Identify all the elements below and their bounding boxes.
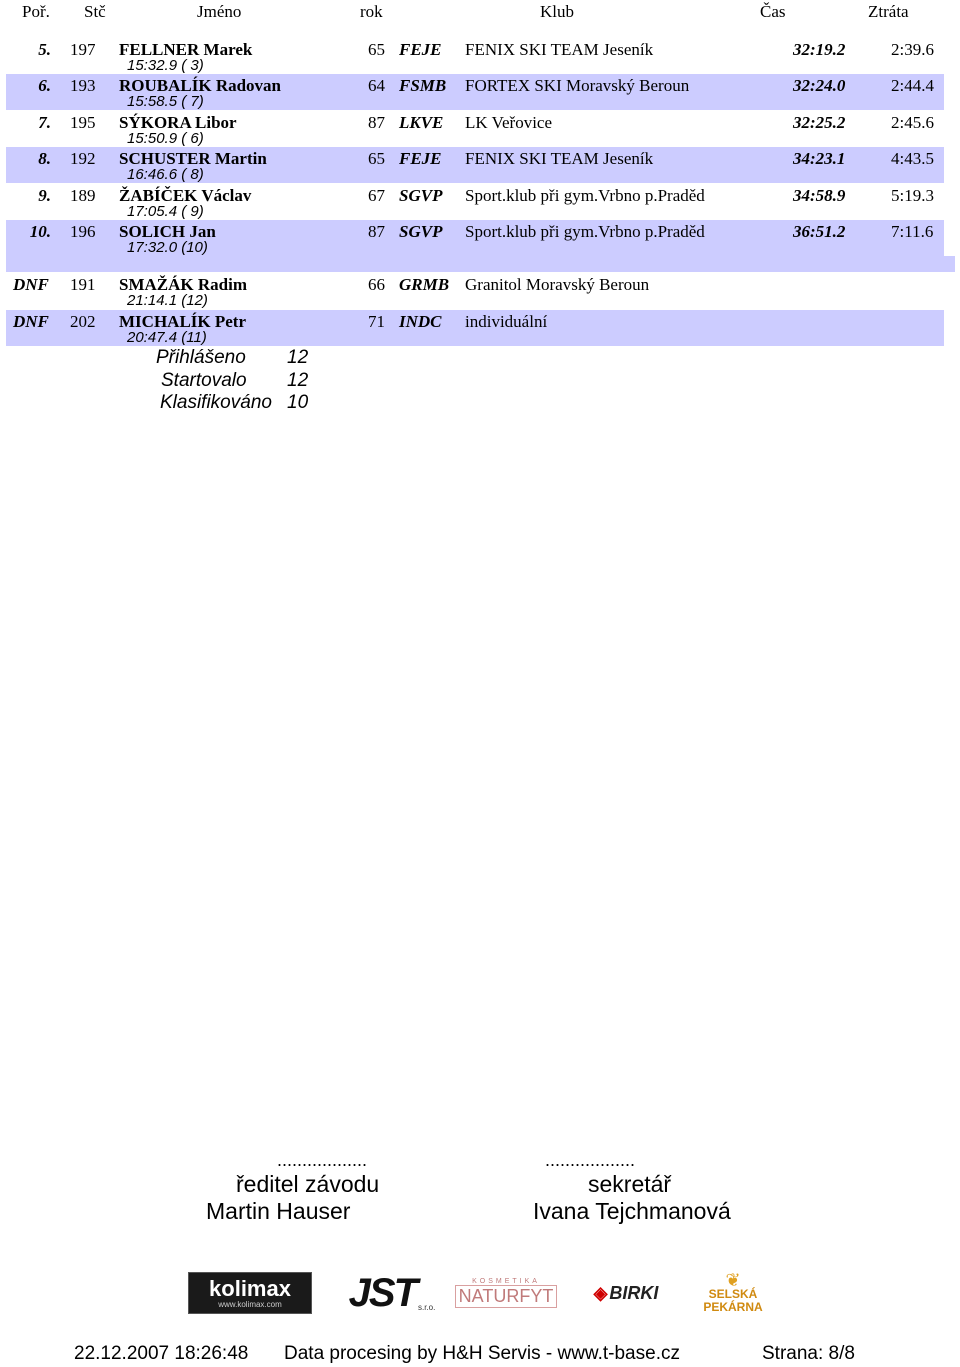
data-processing-credit: Data procesing by H&H Servis - www.t-base.cz [284,1343,680,1364]
table-row [6,273,944,309]
split-time: 15:58.5 ( 7) [127,93,204,111]
header-loss: Ztráta [868,2,909,21]
rank-cell: 5. [38,40,51,59]
signature-line-right: .................. [545,1150,636,1170]
birth-year-cell: 87 [368,222,385,241]
table-row [6,38,944,74]
time-loss: 5:19.3 [891,185,934,205]
club-name: FORTEX SKI Moravský Beroun [465,76,690,96]
athlete-name: FELLNER Marek [119,40,253,59]
time-loss: 4:43.5 [891,149,934,169]
signature-line-left: .................. [277,1150,368,1170]
page-number: Strana: 8/8 [762,1343,855,1364]
athlete-name: MICHALÍK Petr [119,311,247,331]
club-code: SGVP [399,185,443,205]
split-time: 16:46.6 ( 8) [127,166,204,184]
table-row [6,74,944,110]
split-time: 15:32.9 ( 3) [127,57,204,74]
time-loss: 2:39.6 [891,40,934,59]
table-row [6,111,944,147]
club-name: Sport.klub při gym.Vrbno p.Praděd [465,185,705,205]
header-year: rok [360,2,383,21]
secretary-role: sekretář [588,1171,672,1197]
club-code: LKVE [399,112,444,132]
table-row [6,184,944,220]
club-code: INDC [399,311,442,331]
bib-cell: 193 [70,76,96,96]
finish-time: 34:58.9 [793,185,846,205]
finish-time: 32:24.0 [793,76,846,96]
classified-label: Klasifikováno [160,392,272,413]
header-club: Klub [540,2,574,21]
bib-cell: 189 [70,185,96,205]
athlete-name: SMAŽÁK Radim [119,275,247,294]
bib-cell: 195 [70,112,96,132]
split-time: 15:50.9 ( 6) [127,129,204,147]
rank-cell: 8. [38,149,51,169]
registered-label: Přihlášeno [156,347,246,368]
birth-year-cell: 71 [368,311,385,331]
athlete-name: SÝKORA Libor [119,112,237,132]
kolimax-logo: kolimax www.kolimax.com [188,1268,312,1318]
rank-cell: 6. [38,76,51,96]
rank-cell: 10. [29,222,51,241]
split-time: 17:32.0 (10) [127,239,208,256]
wheat-icon: ❦ [725,1270,741,1290]
director-name: Martin Hauser [206,1198,351,1224]
classified-count: 10 [287,392,309,413]
header-name: Jméno [197,2,242,21]
club-name: FENIX SKI TEAM Jeseník [465,149,654,169]
club-name: Granitol Moravský Beroun [465,275,650,294]
athlete-name: ROUBALÍK Radovan [119,76,282,96]
table-row [6,310,944,346]
club-code: SGVP [399,222,443,241]
birth-year-cell: 87 [368,112,385,132]
birth-year-cell: 64 [368,76,385,96]
bib-cell: 196 [70,222,96,241]
club-name: individuální [465,311,548,331]
bib-cell: 197 [70,40,96,59]
table-header [0,0,960,24]
birki-mark-icon: ◈ [593,1282,608,1303]
club-name: Sport.klub při gym.Vrbno p.Praděd [465,222,705,241]
finish-time: 32:25.2 [793,112,846,132]
time-loss: 2:44.4 [891,76,934,96]
birth-year-cell: 65 [368,40,385,59]
athlete-name: SOLICH Jan [119,222,216,241]
club-code: FEJE [399,40,442,59]
registered-count: 12 [287,347,309,368]
bib-cell: 191 [70,275,96,294]
split-time: 17:05.4 ( 9) [127,202,204,220]
jst-logo: JST s.r.o. [348,1270,436,1315]
athlete-name: SCHUSTER Martin [119,149,267,169]
split-time: 20:47.4 (11) [127,328,207,346]
table-row [6,220,944,256]
club-name: LK Veřovice [465,112,553,132]
section-divider [6,256,955,272]
header-bib: Stč [84,2,106,21]
birth-year-cell: 66 [368,275,385,294]
bib-cell: 202 [70,311,96,331]
header-rank: Poř. [22,2,50,21]
birki-logo: ◈ BIRKI [593,1282,659,1303]
birth-year-cell: 67 [368,185,385,205]
started-count: 12 [287,370,309,391]
rank-cell: 7. [38,112,51,132]
table-row [6,147,944,183]
birth-year-cell: 65 [368,149,385,169]
club-code: GRMB [399,275,450,294]
time-loss: 7:11.6 [891,222,934,241]
selska-pekarna-logo: ❦ SELSKÁ PEKÁRNA [703,1270,763,1314]
club-code: FEJE [399,149,442,169]
rank-cell: 9. [38,185,51,205]
print-timestamp: 22.12.2007 18:26:48 [74,1343,249,1364]
rank-cell: DNF [13,275,49,294]
started-label: Startovalo [161,370,247,391]
finish-time: 36:51.2 [793,222,846,241]
time-loss: 2:45.6 [891,112,934,132]
athlete-name: ŽABÍČEK Václav [119,185,252,205]
club-code: FSMB [399,76,447,96]
split-time: 21:14.1 (12) [127,292,208,309]
director-role: ředitel závodu [236,1171,380,1197]
naturfyt-logo: KOSMETIKA NATURFYT [458,1268,554,1318]
finish-time: 32:19.2 [793,40,846,59]
secretary-name: Ivana Tejchmanová [533,1198,731,1224]
header-time: Čas [760,2,786,21]
club-name: FENIX SKI TEAM Jeseník [465,40,654,59]
bib-cell: 192 [70,149,96,169]
rank-cell: DNF [13,311,49,331]
finish-time: 34:23.1 [793,149,846,169]
